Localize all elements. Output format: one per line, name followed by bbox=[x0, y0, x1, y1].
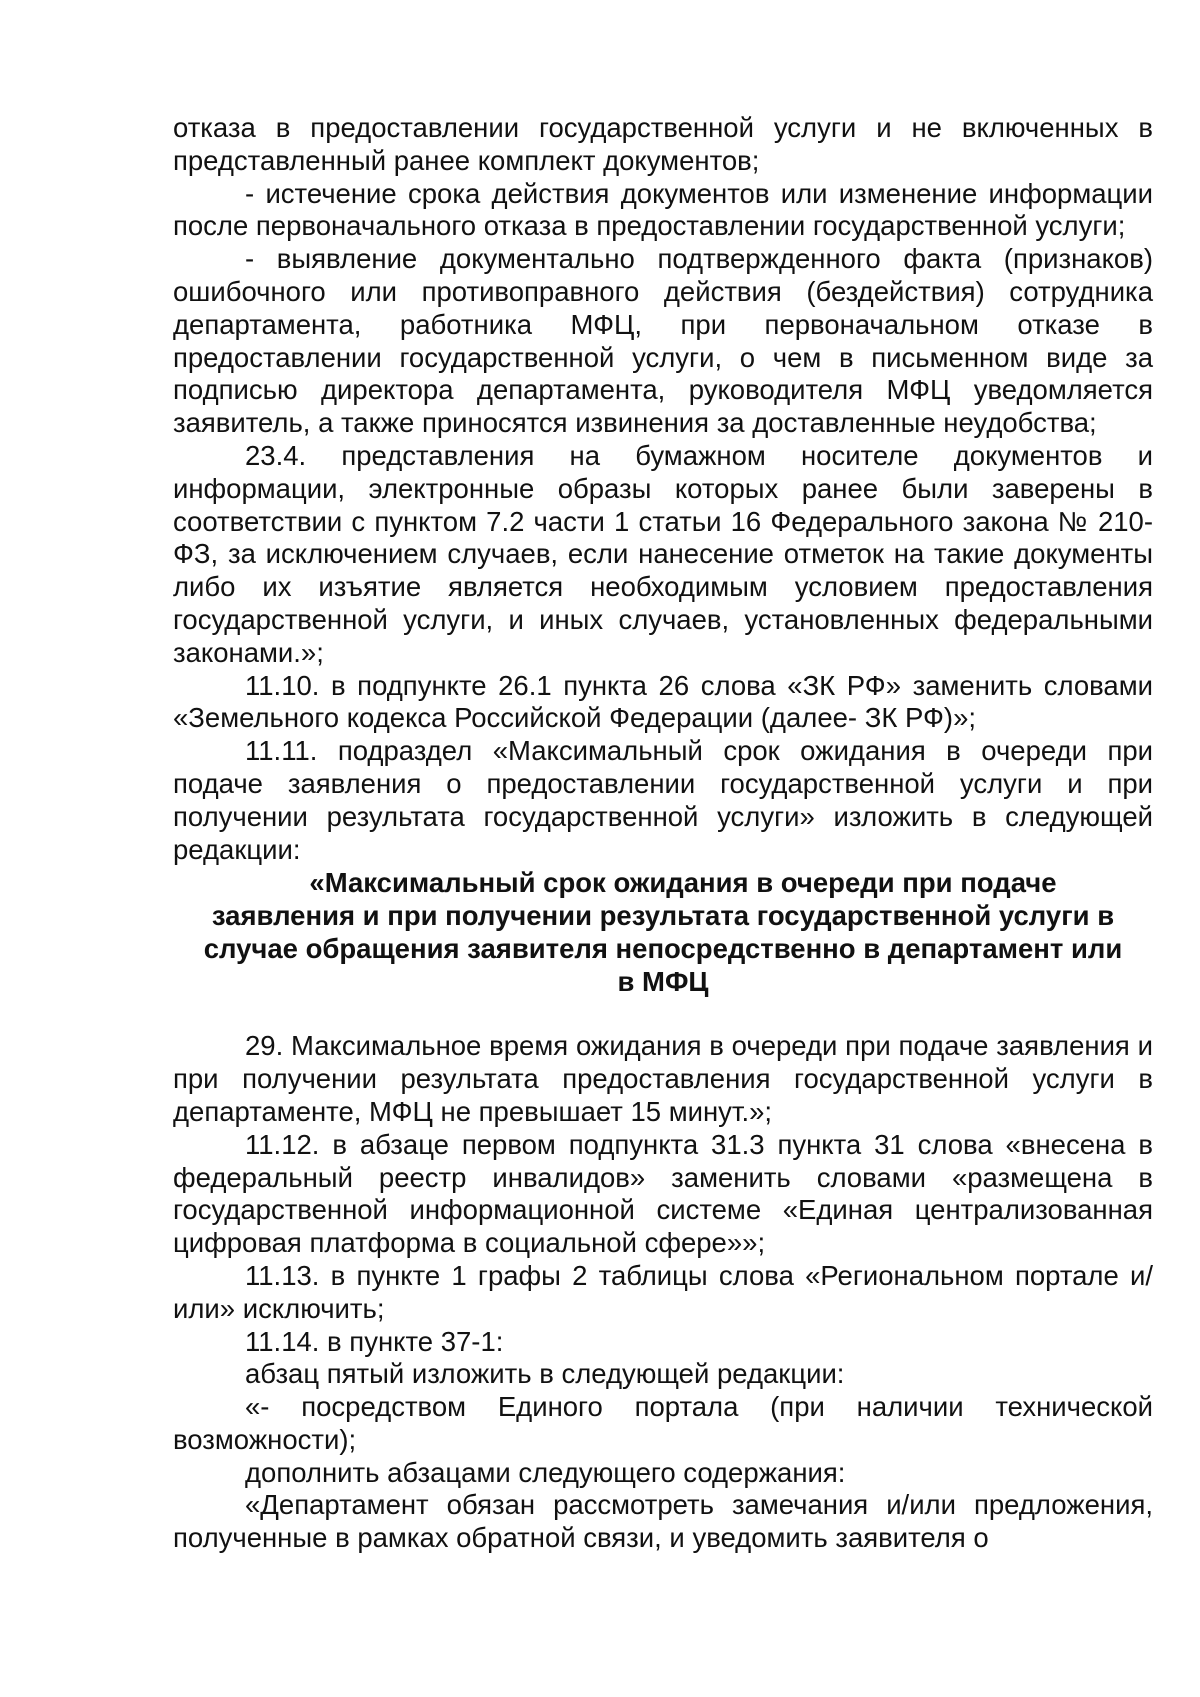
paragraph: 23.4. представления на бумажном носителе документов и информации, электронные образы которых ранее были заверены в соответствии с пунктом 7.2 части 1 статьи 16 Федерального закона № 210-ФЗ, за исключением случаев, если нанесение отметок на такие документы либо их изъятие является необходимым условием предоставления государственной услуги, и иных случаев, установленных федеральными законами.»; bbox=[173, 439, 1153, 668]
paragraph: дополнить абзацами следующего содержания: bbox=[245, 1456, 846, 1488]
section-heading-line: «Максимальный срок ожидания в очереди при подаче bbox=[309, 867, 1057, 899]
section-heading-line: заявления и при получении результата государственной услуги в bbox=[211, 900, 1115, 932]
section-heading bbox=[173, 866, 1153, 998]
paragraph: 29. Максимальное время ожидания в очереди при подаче заявления и при получении результата предоставления государственной услуги в департаменте, МФЦ не превышает 15 минут.»; bbox=[173, 1030, 1153, 1127]
paragraph: - выявление документально подтвержденного факта (признаков) ошибочного или противоправного действия (бездействия) сотрудника департамента, работника МФЦ, при первоначальном отказе в предоставлении государственной услуги, о чем в письменном виде за подписью директора департамента, руководителя МФЦ уведомляется заявитель, а также приносятся извинения за доставленные неудобства; bbox=[173, 243, 1153, 439]
paragraph: 11.13. в пункте 1 графы 2 таблицы слова «Региональном портале и/или» исключить; bbox=[173, 1259, 1153, 1324]
document-page bbox=[173, 112, 1153, 1555]
paragraph: 11.11. подраздел «Максимальный срок ожидания в очереди при подаче заявления о предоставлении государственной услуги и при получении результата государственной услуги» изложить в следующей редакции: bbox=[173, 735, 1153, 865]
paragraph: 11.10. в подпункте 26.1 пункта 26 слова «ЗК РФ» заменить словами «Земельного кодекса Российской Федерации (далее- ЗК РФ)»; bbox=[173, 669, 1153, 734]
paragraph: «- посредством Единого портала (при наличии технической возможности); bbox=[173, 1391, 1153, 1455]
paragraph: 11.14. в пункте 37-1: bbox=[245, 1325, 504, 1357]
paragraph: 11.12. в абзаце первом подпункта 31.3 пункта 31 слова «внесена в федеральный реестр инвалидов» заменить словами «размещена в государственной информационной системе «Единая централизованная цифровая платформа в социальной сфере»»; bbox=[173, 1128, 1153, 1259]
paragraph: - истечение срока действия документов или изменение информации после первоначального отказа в предоставлении государственной услуги; bbox=[173, 177, 1153, 242]
paragraph: отказа в предоставлении государственной услуги и не включенных в представленный ранее комплект документов; bbox=[173, 112, 1153, 176]
paragraph: «Департамент обязан рассмотреть замечания и/или предложения, полученные в рамках обратной связи, и уведомить заявителя о bbox=[173, 1489, 1153, 1554]
section-heading-line: в МФЦ bbox=[617, 966, 709, 998]
section-heading-line: случае обращения заявителя непосредственно в департамент или bbox=[203, 933, 1123, 965]
paragraph: абзац пятый изложить в следующей редакции: bbox=[245, 1358, 845, 1390]
